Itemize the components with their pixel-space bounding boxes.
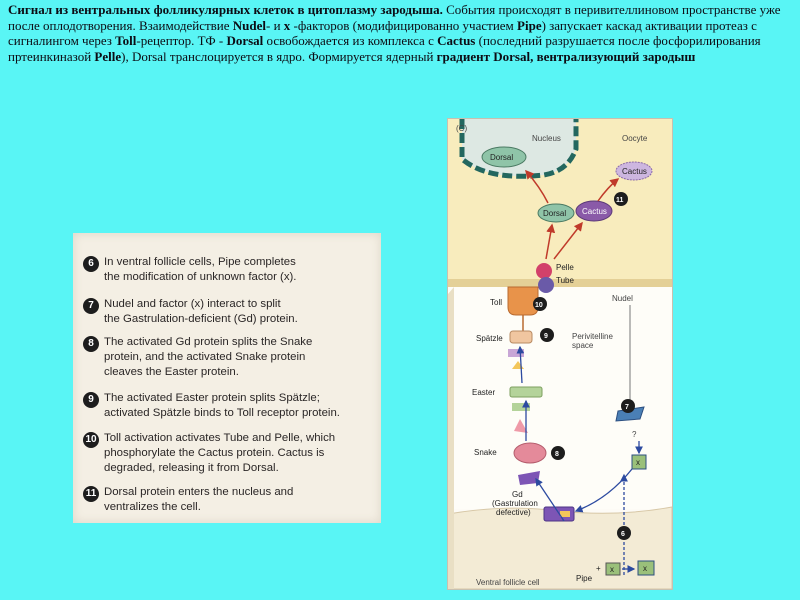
caption-title: Сигнал из вентральных фолликулярных клеток в цитоплазму зародыша. <box>8 2 443 17</box>
dorsal-label: Dorsal <box>543 209 567 218</box>
perivitelline-zone <box>448 287 672 509</box>
legend-step-8 <box>83 335 381 380</box>
pathway-diagram <box>448 119 672 589</box>
pathway-figure <box>447 118 673 590</box>
caption-text: -рецептор. ТФ - <box>136 33 227 48</box>
badge-label: 9 <box>544 333 548 340</box>
follicle-wall <box>448 287 454 589</box>
caption-dorsal: Dorsal <box>226 33 264 48</box>
toll-receptor <box>508 287 538 315</box>
caption-text: События происходят в перивителлиновом пространстве уже после оплодотворения. Взаимодействие <box>8 2 781 33</box>
panel-label: (C) <box>456 124 468 133</box>
caption-gradient: градиент Dorsal, вентрализующий зародыш <box>436 48 696 64</box>
nucleus <box>462 119 576 176</box>
caption-pelle: Pelle <box>94 48 122 64</box>
snake-protein <box>514 443 546 463</box>
caption <box>8 2 794 64</box>
easter-fragment <box>512 403 530 411</box>
step-number: 9 <box>83 392 99 408</box>
gd-line-1: Gd <box>512 490 523 499</box>
plus-sign: + <box>596 564 601 573</box>
question-mark: ? <box>632 430 637 439</box>
badge-label: 7 <box>625 404 629 411</box>
step-number: 10 <box>83 432 99 448</box>
badge-label: 8 <box>555 451 559 458</box>
gd-line-3: defective) <box>496 508 531 517</box>
legend-step-6 <box>83 255 381 285</box>
legend-step-7 <box>83 297 381 327</box>
step-text: The activated Gd protein splits the Snake protein, and the activated Snake protein cleaves the Easter protein. <box>104 336 313 378</box>
caption-text: ), Dorsal транслоцируется в ядро. Формируется ядерный <box>121 48 437 64</box>
snake-label: Snake <box>474 448 497 457</box>
caption-cactus: Cactus <box>437 33 476 48</box>
cactus-label: Cactus <box>582 207 607 216</box>
x-modified-label: x <box>643 564 647 573</box>
caption-pipe: Pipe <box>517 17 542 33</box>
perivitelline-line-1: Perivitelline <box>572 332 613 341</box>
perivitelline-line-2: space <box>572 341 594 350</box>
dorsal-nuclear-label: Dorsal <box>490 153 514 162</box>
step-text: Dorsal protein enters the nucleus and ventralizes the cell. <box>104 486 294 513</box>
tube-protein <box>538 277 554 293</box>
nucleus-label: Nucleus <box>532 134 561 143</box>
caption-toll: Toll <box>115 33 137 48</box>
step-number: 11 <box>83 486 99 502</box>
toll-label: Toll <box>490 298 503 307</box>
caption-nudel: Nudel <box>232 17 266 33</box>
legend-step-9 <box>83 391 381 421</box>
x-factor-label: x <box>610 565 614 574</box>
easter-protein <box>510 387 542 397</box>
legend-page <box>73 233 381 523</box>
cactus-free-label: Cactus <box>622 167 647 176</box>
ventral-cell-label: Ventral follicle cell <box>476 578 540 587</box>
step-text: In ventral follicle cells, Pipe completes the modification of unknown factor (x). <box>104 256 297 283</box>
step-number: 7 <box>83 298 99 314</box>
spatzle-protein <box>510 331 532 343</box>
nudel-label: Nudel <box>612 294 633 303</box>
step-number: 6 <box>83 256 99 272</box>
pipe-label: Pipe <box>576 574 593 583</box>
spatzle-label: Spätzle <box>476 334 503 343</box>
easter-label: Easter <box>472 388 496 397</box>
caption-text: ) запускает каскад активации протеаз с сигналингом через <box>8 17 757 48</box>
caption-text: - и <box>266 17 284 33</box>
gd-line-2: (Gastrulation <box>492 499 538 508</box>
pelle-label: Pelle <box>556 263 574 272</box>
x-factor-label: x <box>636 458 640 467</box>
step-text: Nudel and factor (x) interact to split the Gastrulation-deficient (Gd) protein. <box>104 298 298 325</box>
pelle-protein <box>536 263 552 279</box>
legend-step-11 <box>83 485 381 515</box>
spatzle-fragment <box>508 349 524 357</box>
badge-label: 10 <box>535 302 543 309</box>
oocyte-label: Oocyte <box>622 134 648 143</box>
legend-step-10 <box>83 431 381 476</box>
caption-text: -факторов (модифицированно участием <box>290 17 518 33</box>
caption-text: (последний разрушается после фосфорилирования пртеинкиназой <box>8 33 761 64</box>
step-number: 8 <box>83 336 99 352</box>
badge-label: 6 <box>621 531 625 538</box>
tube-label: Tube <box>556 276 574 285</box>
step-text: The activated Easter protein splits Spätzle; activated Spätzle binds to Toll receptor protein. <box>104 392 340 419</box>
caption-text: освобождается из комплекса с <box>263 33 438 48</box>
caption-x: x <box>283 17 291 33</box>
step-text: Toll activation activates Tube and Pelle, which phosphorylate the Cactus protein. Cactus is degraded, releasing it from Dorsal. <box>104 432 336 474</box>
badge-label: 11 <box>616 197 624 204</box>
